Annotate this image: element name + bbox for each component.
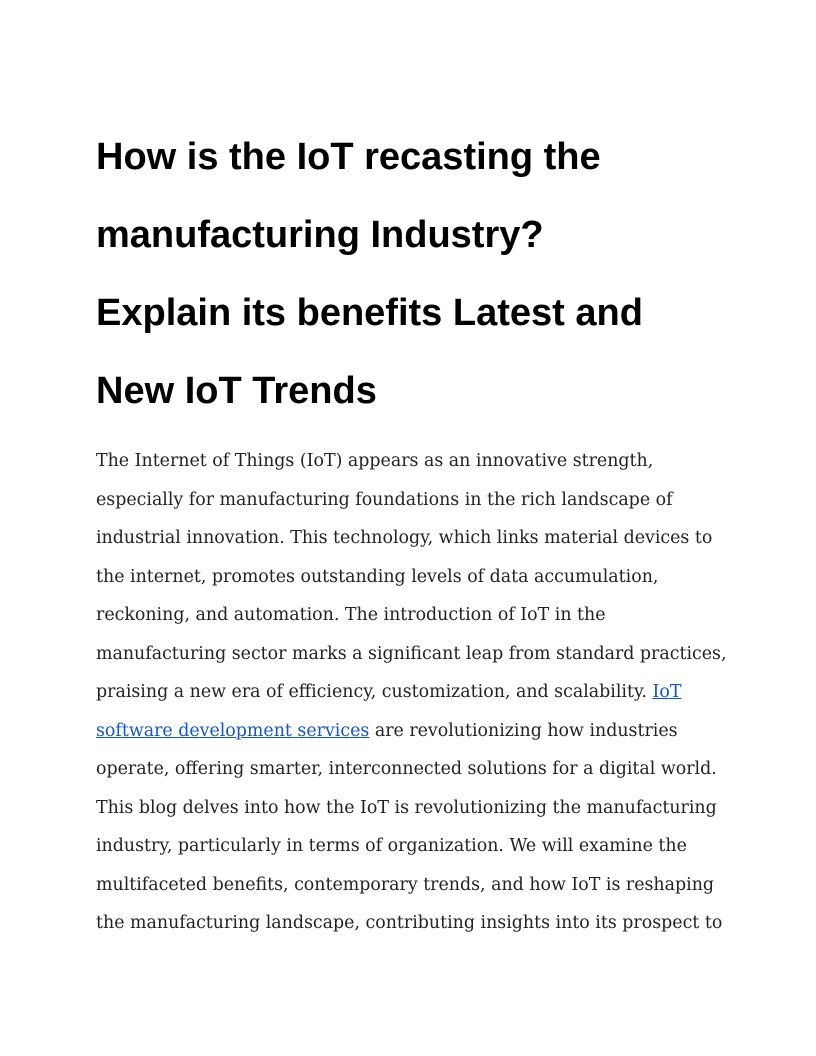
document-page: [96, 118, 726, 943]
paragraph-line: [96, 673, 726, 712]
paragraph-line: reckoning, and automation. The introduction of IoT in the: [96, 605, 606, 625]
paragraph-line: The Internet of Things (IoT) appears as an innovative strength,: [96, 451, 654, 471]
paragraph-line: operate, offering smarter, interconnected solutions for a digital world.: [96, 759, 717, 779]
paragraph-line: manufacturing sector marks a significant leap from standard practices,: [96, 643, 727, 664]
article-title: [96, 118, 726, 430]
title-line: manufacturing Industry?: [96, 214, 544, 256]
paragraph-line: multifaceted benefits, contemporary trends, and how IoT is reshaping: [96, 874, 715, 895]
paragraph-text: praising a new era of efficiency, customization, and scalability.: [96, 682, 653, 702]
paragraph-line: especially for manufacturing foundations in the rich landscape of: [96, 489, 673, 510]
title-line: Explain its benefits Latest and: [96, 292, 643, 334]
iot-services-link[interactable]: IoT: [652, 682, 682, 702]
paragraph-line: the manufacturing landscape, contributing insights into its prospect to: [96, 913, 723, 933]
title-line: New IoT Trends: [96, 370, 377, 412]
iot-services-link[interactable]: software development services: [96, 720, 370, 741]
paragraph-line: This blog delves into how the IoT is revolutionizing the manufacturing: [96, 797, 717, 818]
paragraph-text: are revolutionizing how industries: [369, 720, 678, 741]
intro-paragraph: [96, 442, 726, 943]
paragraph-line: the internet, promotes outstanding levels of data accumulation,: [96, 566, 659, 587]
paragraph-line: [96, 712, 726, 751]
title-line: How is the IoT recasting the: [96, 136, 601, 178]
paragraph-line: industry, particularly in terms of organization. We will examine the: [96, 836, 687, 856]
paragraph-line: industrial innovation. This technology, which links material devices to: [96, 528, 713, 548]
